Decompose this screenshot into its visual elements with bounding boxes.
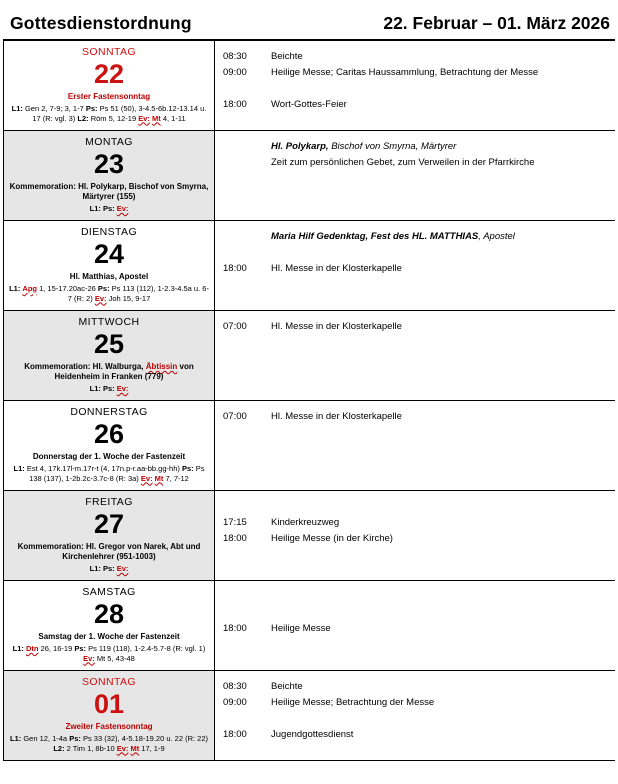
text-segment: Ev: <box>94 293 107 303</box>
day-cell <box>3 401 215 490</box>
event-description: Heilige Messe (in der Kirche) <box>271 533 393 544</box>
event-time: 17:15 <box>223 517 247 528</box>
day-number: 24 <box>93 239 125 269</box>
lectionary-readings <box>8 284 210 303</box>
event-row <box>223 621 609 637</box>
event-description: Heilige Messe; Betrachtung der Messe <box>271 697 435 708</box>
text-segment: Hl. Matthias, Apostel <box>69 272 149 281</box>
feast-note <box>271 229 609 245</box>
text-segment: Ps 113 (112), 1-2.3-4.5a u. 6-7 (R: 2) <box>67 284 209 303</box>
event-row <box>223 261 609 277</box>
event-time: 18:00 <box>223 533 247 544</box>
day-name-label: MONTAG <box>85 136 133 148</box>
day-cell <box>3 311 215 400</box>
feast-title <box>8 542 210 562</box>
lectionary-readings <box>8 734 210 753</box>
day-row <box>3 401 615 491</box>
event-row <box>223 727 609 743</box>
day-row <box>3 311 615 401</box>
day-name-label: FREITAG <box>85 496 133 508</box>
event-description: Jugendgottesdienst <box>271 729 354 740</box>
day-number: 22 <box>93 59 125 89</box>
feast-title <box>8 92 210 102</box>
lectionary-readings <box>8 564 210 574</box>
event-row <box>223 65 609 81</box>
day-cell <box>3 221 215 310</box>
text-segment: L1: Ps: <box>89 564 117 573</box>
event-row <box>223 409 609 425</box>
spacer <box>223 81 609 97</box>
text-segment: Bischof von Smyrna, Märtyrer <box>328 141 457 152</box>
text-segment: Samstag der 1. Woche der Fastenzeit <box>38 632 180 641</box>
text-segment: Dtn <box>25 644 39 653</box>
day-cell <box>3 671 215 760</box>
text-segment: L1: Ps: <box>89 384 117 393</box>
event-time: 18:00 <box>223 623 247 634</box>
text-segment: L1: <box>9 734 22 743</box>
text-segment: , Apostel <box>478 231 515 242</box>
feast-title <box>8 362 210 382</box>
events-cell <box>215 581 615 670</box>
text-segment: von Heidenheim in Franken (779) <box>54 362 194 381</box>
event-time: 18:00 <box>223 729 247 740</box>
day-number: 28 <box>93 599 125 629</box>
day-name-label: SAMSTAG <box>82 586 136 598</box>
feast-note <box>271 139 609 155</box>
event-description: Wort-Gottes-Feier <box>271 99 347 110</box>
text-segment: Mt <box>130 743 140 753</box>
day-number: 26 <box>93 419 125 449</box>
text-segment: Ps 138 (137), 1-2b.2c-3.7c-8 (R: 3a) <box>29 464 205 483</box>
day-name-label: SONNTAG <box>82 46 136 58</box>
text-segment: Äbtissin <box>145 362 178 371</box>
feast-title <box>8 452 210 462</box>
text-segment: Maria Hilf Gedenktag, Fest des HL. MATTHIAS <box>271 231 479 242</box>
text-segment: L1: Ps: <box>89 204 117 213</box>
text-segment: Zeit zum persönlichen Gebet, zum Verweilen in der Pfarrkirche <box>271 157 535 168</box>
event-row <box>223 531 609 547</box>
date-range: 22. Februar – 01. März 2026 <box>383 13 610 33</box>
day-row <box>3 131 615 221</box>
text-segment: Ps 33 (32), 4-5.18-19.20 u. 22 (R: 22) <box>80 734 209 743</box>
text-segment: Ps: <box>97 284 110 293</box>
event-time: 09:00 <box>223 697 247 708</box>
text-segment: 17, 1-9 <box>139 743 165 753</box>
event-row <box>223 49 609 65</box>
header <box>3 0 615 41</box>
event-description: Heilige Messe; Caritas Haussammlung, Betrachtung der Messe <box>271 67 539 78</box>
text-segment: Ps: <box>69 734 81 743</box>
event-description: Beichte <box>271 51 303 62</box>
text-segment: L2: <box>53 743 65 753</box>
event-description: Kinderkreuzweg <box>271 517 340 528</box>
text-segment: Ev: <box>138 113 150 123</box>
text-segment: Ev: <box>116 204 129 213</box>
event-time: 08:30 <box>223 51 247 62</box>
events-cell <box>215 41 615 130</box>
day-number: 25 <box>93 329 125 359</box>
event-row <box>223 97 609 113</box>
day-number: 23 <box>93 149 125 179</box>
text-segment: Est 4, 17k.17l-m.17r-t (4, 17n.p-r.aa-bb.gg-hh) <box>24 464 182 473</box>
day-name-label: DONNERSTAG <box>70 406 148 418</box>
lectionary-readings <box>8 204 210 214</box>
text-segment: 7, 7-12 <box>163 473 189 483</box>
day-cell <box>3 131 215 220</box>
text-segment: Gen 2, 7-9; 3, 1-7 <box>22 104 86 113</box>
text-segment: L1: <box>9 284 21 293</box>
event-description: Hl. Messe in der Klosterkapelle <box>271 321 402 332</box>
text-segment: L2: <box>77 113 89 123</box>
event-description: Beichte <box>271 681 303 692</box>
spacer <box>223 711 609 727</box>
events-cell <box>215 401 615 490</box>
event-row <box>223 319 609 335</box>
text-segment: Kommemoration: Hl. Polykarp, Bischof von Smyrna, Märtyrer (155) <box>9 182 209 201</box>
event-time: 07:00 <box>223 411 247 422</box>
day-name-label: SONNTAG <box>82 676 136 688</box>
text-segment: Ev: <box>83 653 95 663</box>
text-segment: L1: <box>12 644 24 653</box>
text-segment: 1, 15-17.20ac-26 <box>37 284 98 293</box>
events-cell <box>215 311 615 400</box>
day-row <box>3 221 615 311</box>
events-cell <box>215 491 615 580</box>
feast-title <box>8 182 210 202</box>
event-description: Hl. Messe in der Klosterkapelle <box>271 263 402 274</box>
event-time: 08:30 <box>223 681 247 692</box>
page-title: Gottesdienstordnung <box>10 13 192 33</box>
event-row <box>223 515 609 531</box>
day-row <box>3 581 615 671</box>
text-segment: Mt <box>154 473 164 483</box>
event-description: Heilige Messe <box>271 623 331 634</box>
feast-title <box>8 272 210 282</box>
event-time: 18:00 <box>223 263 247 274</box>
text-segment: Gen 12, 1-4a <box>21 734 70 743</box>
text-segment: Apg <box>22 284 37 293</box>
text-segment: L1: <box>11 104 23 113</box>
text-segment: Joh 15, 9-17 <box>106 293 151 303</box>
text-segment: Erster Fastensonntag <box>67 92 151 101</box>
text-segment: Röm 5, 12-19 <box>88 113 139 123</box>
event-time: 18:00 <box>223 99 247 110</box>
events-cell <box>215 221 615 310</box>
text-segment: 26, 16-19 <box>38 644 75 653</box>
text-segment: Mt 5, 43-48 <box>94 653 135 663</box>
text-segment: Ev: <box>116 743 129 753</box>
text-segment: L1: <box>13 464 25 473</box>
text-segment: Zweiter Fastensonntag <box>65 722 153 731</box>
text-segment: Kommemoration: Hl. Gregor von Narek, Abt und Kirchenlehrer (951-1003) <box>17 542 201 561</box>
day-name-label: MITTWOCH <box>78 316 140 328</box>
text-segment: Donnerstag der 1. Woche der Fastenzeit <box>32 452 186 461</box>
day-number: 01 <box>93 689 125 719</box>
text-segment: Ps 51 (50), 3-4.5-6b.12-13.14 u. 17 (R: vgl. 3) <box>32 104 207 123</box>
day-cell <box>3 491 215 580</box>
spacer <box>223 499 609 515</box>
day-name-label: DIENSTAG <box>80 226 138 238</box>
event-row <box>223 679 609 695</box>
text-segment: Ps 119 (118), 1-2.4-5.7-8 (R: vgl. 1) <box>86 644 206 653</box>
day-row <box>3 671 615 761</box>
day-cell <box>3 581 215 670</box>
text-segment: Ps: <box>181 464 194 473</box>
spacer <box>223 245 609 261</box>
events-cell <box>215 671 615 760</box>
spacer <box>223 589 609 605</box>
day-number: 27 <box>93 509 125 539</box>
lectionary-readings <box>8 464 210 483</box>
text-segment: Ps: <box>85 104 98 113</box>
text-segment: Hl. Polykarp, <box>271 141 329 152</box>
text-segment: Ev: <box>116 384 129 393</box>
text-segment: Ev: <box>140 473 153 483</box>
event-description: Hl. Messe in der Klosterkapelle <box>271 411 402 422</box>
event-row <box>223 695 609 711</box>
day-cell <box>3 41 215 130</box>
event-time: 09:00 <box>223 67 247 78</box>
lectionary-readings <box>8 644 210 663</box>
lectionary-readings <box>8 384 210 394</box>
events-cell <box>215 131 615 220</box>
text-segment: Mt <box>152 113 161 123</box>
text-segment: 2 Tim 1, 8b-10 <box>64 743 117 753</box>
lectionary-readings <box>8 104 210 123</box>
text-segment: 4, 1-11 <box>160 113 186 123</box>
feast-title <box>8 722 210 732</box>
event-time: 07:00 <box>223 321 247 332</box>
schedule-table <box>3 41 615 761</box>
day-row <box>3 41 615 131</box>
day-row <box>3 491 615 581</box>
feast-title <box>8 632 210 642</box>
spacer <box>223 605 609 621</box>
text-segment: Ps: <box>74 644 86 653</box>
text-segment: Kommemoration: Hl. Walburga, <box>24 362 146 371</box>
feast-note <box>271 155 609 171</box>
text-segment: Ev: <box>116 564 129 573</box>
